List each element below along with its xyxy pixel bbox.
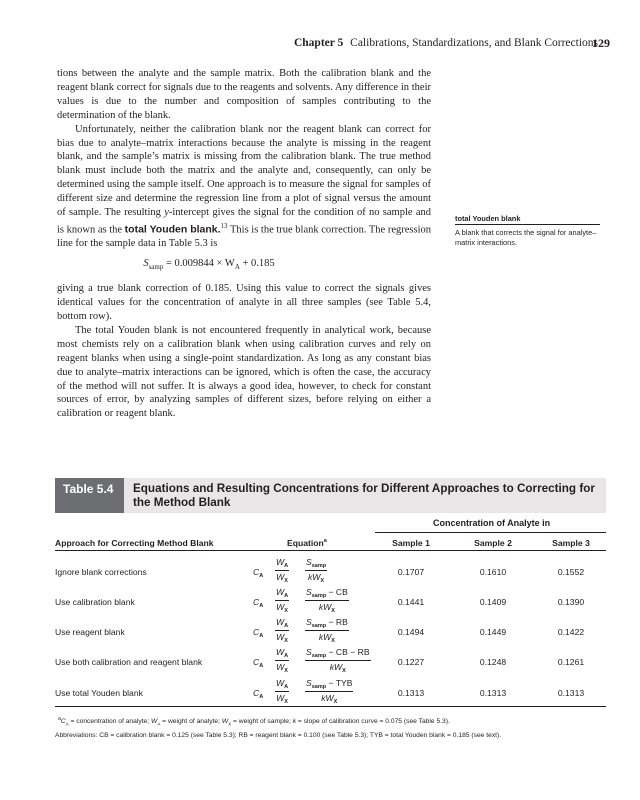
s-term [306, 678, 326, 688]
blank-correction: − CB [326, 587, 348, 597]
signal-ratio-denominator [305, 692, 353, 705]
equation-rhs: = 0.009844 × W [163, 258, 235, 270]
sample-3-value: 0.1313 [557, 688, 585, 698]
header-equation [287, 538, 327, 548]
table-footnotes [55, 714, 615, 741]
wx-term-var: W [276, 662, 285, 672]
equation-intercept: + 0.185 [239, 258, 275, 270]
weight-ratio-numerator [275, 647, 289, 661]
weight-ratio-denominator [275, 571, 289, 584]
wa-term-sub: A [284, 563, 289, 569]
weight-ratio-denominator [275, 661, 289, 674]
ca-var: C [253, 567, 260, 577]
s-term-sub: samp [311, 653, 327, 659]
wx-term [276, 662, 288, 672]
sample-1-value: 0.1494 [397, 627, 425, 637]
wx-term [276, 693, 288, 703]
margin-divider [455, 224, 600, 225]
s-term-sub: samp [311, 623, 327, 629]
s-term-sub: samp [311, 563, 327, 569]
wa-term-sub: A [284, 684, 289, 690]
paragraph-1: tions between the analyte and the sample matrix. Both the calibration blank and the reagent blank correct for signals due to the reagents and solvents. Any difference in their values is due to the number and composition of samples contributing to the determination of the blank. [57, 68, 431, 121]
k-term [321, 693, 337, 703]
header-sample-3: Sample 3 [552, 538, 590, 548]
table-row [55, 648, 606, 676]
blank-correction: − TYB [326, 678, 353, 688]
table-label: Table 5.4 [55, 478, 124, 513]
weight-ratio-numerator [275, 587, 289, 601]
wa-term-var: W [276, 557, 285, 567]
weight-ratio [275, 678, 289, 705]
wx-term-var: W [276, 693, 285, 703]
weight-ratio-numerator [275, 557, 289, 571]
signal-ratio-numerator [305, 678, 353, 692]
concentration-equation [253, 618, 378, 646]
ca-symbol [253, 567, 263, 579]
wx-term-var: W [276, 572, 285, 582]
wx-term-var: W [276, 602, 285, 612]
k-term-var: kW [308, 572, 321, 582]
paragraph-2 [57, 123, 431, 252]
weight-ratio-numerator [275, 678, 289, 692]
k-term [319, 602, 335, 612]
wa-term-var: W [276, 647, 285, 657]
signal-ratio-numerator [305, 587, 349, 601]
approach-label: Use both calibration and reagent blank [55, 657, 203, 667]
s-term-sub: samp [311, 684, 327, 690]
ca-var: C [253, 688, 260, 698]
signal-ratio-denominator [305, 631, 349, 644]
wa-term-var: W [276, 587, 285, 597]
margin-term: total Youden blank [455, 214, 521, 223]
sample-3-value: 0.1552 [557, 567, 585, 577]
k-term [308, 572, 324, 582]
sample-3-value: 0.1261 [557, 657, 585, 667]
header-sample-2: Sample 2 [474, 538, 512, 548]
chapter-title: Calibrations, Standardizations, and Blank Corrections [350, 37, 598, 49]
chapter-number: Chapter 5 [293, 37, 344, 49]
ca-var: C [253, 657, 260, 667]
ca-var: C [253, 597, 260, 607]
ca-symbol [253, 688, 263, 700]
approach-label: Ignore blank corrections [55, 567, 147, 577]
signal-ratio [305, 587, 349, 614]
header-equation-label: Equation [287, 538, 324, 548]
ca-sub: A [259, 663, 264, 669]
ca-symbol [253, 627, 263, 639]
paragraph-4: The total Youden blank is not encountered frequently in analytical work, because most chemists rely on a calibration blank when using calibration curves and rely on reagent blanks when using a single-point standardization. As long as any constant bias due to analyte–matrix interactions can be ignored, which is often the case, the accuracy of the method will not suffer. It is always a good idea, however, to check for constant sources of error, by analyzing samples of different sizes, before relying on either a calibration or reagent blank. [57, 324, 431, 420]
approach-label: Use reagent blank [55, 627, 125, 637]
wx-term-sub: X [284, 699, 288, 705]
y-variable: y [164, 207, 169, 219]
signal-ratio-denominator [305, 601, 349, 614]
wx-term-sub: X [284, 668, 288, 674]
header-rule [55, 550, 606, 551]
wa-term-sub: A [284, 593, 289, 599]
blank-correction: − RB [326, 617, 348, 627]
sample-1-value: 0.1441 [397, 597, 425, 607]
k-term [330, 662, 346, 672]
k-term-var: kW [318, 602, 332, 612]
sample-2-value: 0.1313 [479, 688, 507, 698]
paragraph-2-end: This is the true blank correction. The regression line for the sample data in Table 5.3 is [57, 224, 431, 250]
equation-rhs-subscript: A [234, 263, 240, 272]
running-header [0, 37, 598, 49]
ca-symbol [253, 597, 263, 609]
header-equation-note: a [323, 538, 327, 545]
weight-ratio-denominator [275, 631, 289, 644]
signal-ratio [305, 647, 371, 674]
body-text [57, 67, 431, 421]
wa-term [276, 617, 288, 627]
wx-term [276, 632, 288, 642]
sample-3-value: 0.1390 [557, 597, 585, 607]
concentration-equation [253, 679, 378, 707]
k-term-var: kW [321, 693, 334, 703]
concentration-equation [253, 588, 378, 616]
s-term-var: S [306, 617, 312, 627]
table-row [55, 588, 606, 616]
wa-term-var: W [276, 678, 285, 688]
sample-1-value: 0.1707 [397, 567, 425, 577]
wx-term [276, 602, 288, 612]
wa-term-sub: A [284, 623, 289, 629]
approach-label: Use total Youden blank [55, 688, 143, 698]
wa-term [276, 587, 288, 597]
footnote-a: $^aC_A$ = concentration of analyte; $W_A$ = weight of analyte; $W_X$ = weight of sample; k = slope of calibration curve = 0.075 (see Table 5.3). [58, 716, 450, 727]
sample-3-value: 0.1422 [557, 627, 585, 637]
table-caption-band [55, 478, 606, 513]
ca-symbol [253, 657, 263, 669]
sample-2-value: 0.1409 [479, 597, 507, 607]
equation-lhs-subscript: samp [148, 263, 164, 272]
weight-ratio [275, 587, 289, 614]
signal-ratio-denominator [305, 571, 327, 584]
s-term-var: S [306, 678, 312, 688]
weight-ratio-denominator [275, 601, 289, 614]
signal-ratio-numerator [305, 647, 371, 661]
k-term [319, 632, 335, 642]
k-term-sub: X [320, 578, 325, 584]
k-term-var: kW [329, 662, 343, 672]
ca-sub: A [259, 694, 264, 700]
weight-ratio-numerator [275, 617, 289, 631]
concentration-equation [253, 558, 378, 586]
s-term [306, 617, 326, 627]
wa-term-var: W [276, 617, 285, 627]
s-term [306, 647, 326, 657]
sample-2-value: 0.1248 [479, 657, 507, 667]
wx-term-sub: X [284, 638, 288, 644]
ca-var: C [253, 627, 260, 637]
s-term-var: S [306, 557, 312, 567]
table-caption: Equations and Resulting Concentrations for Different Approaches to Correcting for the Method Blank [133, 482, 595, 509]
k-term-sub: X [331, 638, 335, 644]
margin-definition-text: A blank that corrects the signal for analyte–matrix interactions. [455, 228, 597, 248]
ca-sub: A [259, 573, 264, 579]
wa-term [276, 647, 288, 657]
table-row [55, 618, 606, 646]
reference-marker: 13 [220, 221, 228, 230]
bottom-rule [55, 706, 606, 707]
concentration-equation [253, 648, 378, 676]
wx-term-sub: X [284, 608, 288, 614]
weight-ratio [275, 557, 289, 584]
wa-term [276, 678, 288, 688]
blank-correction: − CB − RB [326, 647, 370, 657]
equation-lhs: S [143, 258, 149, 270]
k-term-sub: X [342, 668, 346, 674]
sample-1-value: 0.1227 [397, 657, 425, 667]
wx-term [276, 572, 288, 582]
weight-ratio-denominator [275, 692, 289, 705]
s-term [306, 557, 326, 567]
page-number: 129 [592, 36, 610, 50]
s-term-sub: samp [311, 593, 327, 599]
table-5-4 [55, 478, 606, 705]
footnote-abbreviations: Abbreviations: CB = calibration blank = 0.125 (see Table 5.3); RB = reagent blank = 0.100 (see Table 5.3); TYB = total Youden blank = 0.185 (see text). [55, 731, 502, 739]
k-term-sub: X [333, 699, 338, 705]
sample-2-value: 0.1449 [479, 627, 507, 637]
regression-equation [57, 257, 431, 275]
group-rule [375, 532, 606, 533]
sample-2-value: 0.1610 [479, 567, 507, 577]
k-term-sub: X [331, 608, 335, 614]
wa-term [276, 557, 288, 567]
paragraph-2-mid: -intercept gives the signal for the condition of no sample and is known as the [57, 207, 431, 236]
signal-ratio-numerator [305, 557, 327, 571]
sample-1-value: 0.1313 [397, 688, 425, 698]
weight-ratio [275, 647, 289, 674]
weight-ratio [275, 617, 289, 644]
signal-ratio-numerator [305, 617, 349, 631]
signal-ratio [305, 617, 349, 644]
k-term-var: kW [318, 632, 332, 642]
header-approach: Approach for Correcting Method Blank [55, 538, 214, 548]
signal-ratio [305, 678, 353, 705]
signal-ratio [305, 557, 327, 584]
s-term-var: S [306, 587, 312, 597]
ca-sub: A [259, 603, 264, 609]
table-row [55, 558, 606, 586]
margin-definition [455, 214, 615, 249]
key-term: total Youden blank. [124, 223, 221, 236]
approach-label: Use calibration blank [55, 597, 135, 607]
wx-term-var: W [276, 632, 285, 642]
signal-ratio-denominator [305, 661, 371, 674]
ca-sub: A [259, 633, 264, 639]
column-group-header: Concentration of Analyte in [433, 518, 551, 528]
paragraph-3: giving a true blank correction of 0.185. Using this value to correct the signals gives identical values for the concentration of analyte in all three samples (see Table 5.4, bottom row). [57, 283, 431, 322]
s-term [306, 587, 326, 597]
s-term-var: S [306, 647, 312, 657]
table-row [55, 679, 606, 707]
wx-term-sub: X [284, 578, 288, 584]
paragraph-2-start: Unfortunately, neither the calibration blank nor the reagent blank can correct for bias due to analyte–matrix interactions because the analyte is missing in the reagent blank, and the sample’s matrix is missing from the calibration blank. The true method blank must include both the matrix and the analyte and, consequently, can only be determined using the sample itself. One approach is to measure the signal for samples of different size and determine the regression line from a plot of signal versus the amount of sample. The resulting [57, 123, 431, 219]
wa-term-sub: A [284, 653, 289, 659]
header-sample-1: Sample 1 [392, 538, 430, 548]
